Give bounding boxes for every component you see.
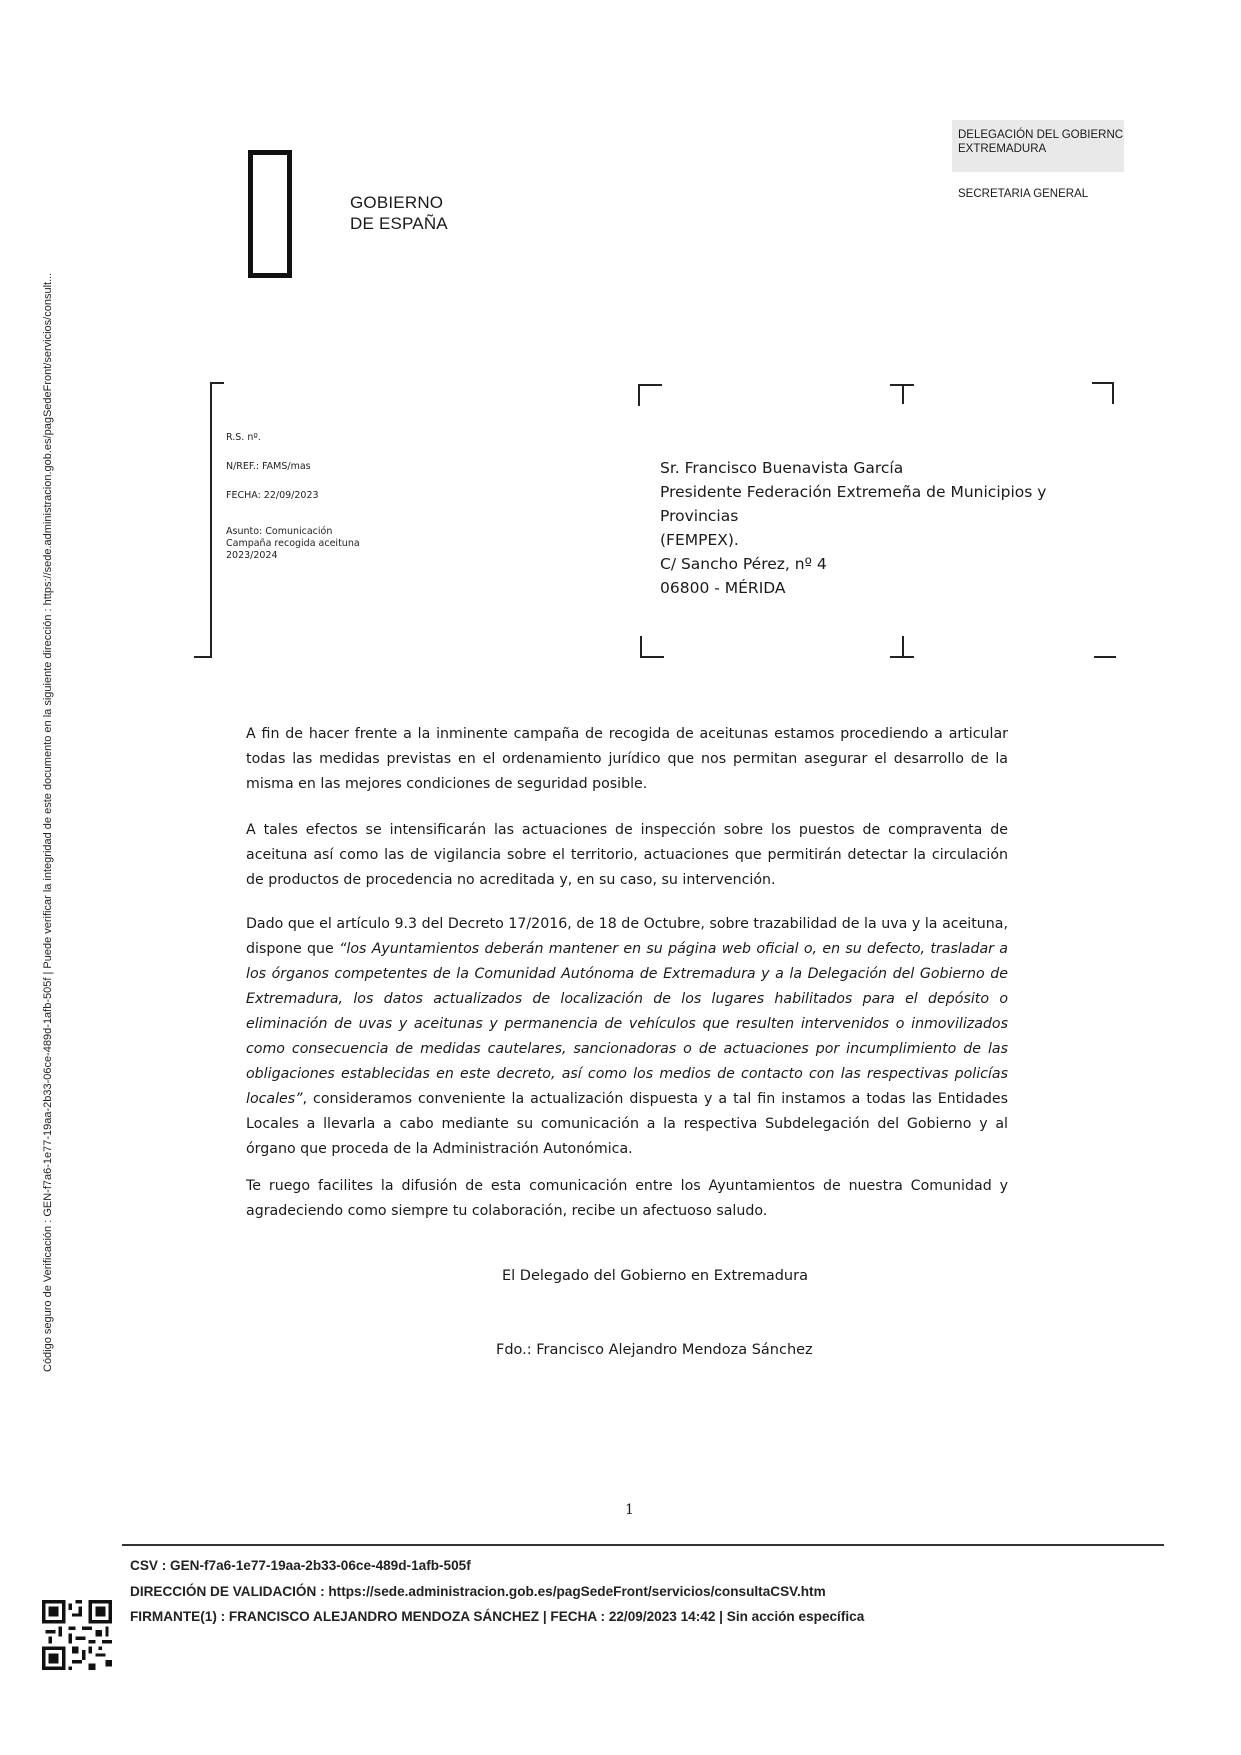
secretaria-general: SECRETARIA GENERAL <box>958 188 1089 200</box>
asunto-line-1: Asunto: Comunicación <box>226 526 333 537</box>
gov-line-2: DE ESPAÑA <box>350 214 448 233</box>
reference-bracket-bottom <box>194 656 212 658</box>
delegation-line-1: DELEGACIÓN DEL GOBIERNC <box>958 129 1124 141</box>
footer-firmante: FIRMANTE(1) : FRANCISCO ALEJANDRO MENDOZA SÁNCHEZ | FECHA : 22/09/2023 14:42 | Sin acción específica <box>130 1609 865 1624</box>
body-paragraph-4: Te ruego facilites la difusión de esta comunicación entre los Ayuntamientos de nuestra Comunidad y agradeciendo como siempre tu colaboración, recibe un afectuoso saludo. <box>246 1178 1008 1219</box>
recipient-line-3: Provincias <box>660 507 739 525</box>
delegation-line-2: EXTREMADURA <box>958 143 1047 155</box>
signature-title: El Delegado del Gobierno en Extremadura <box>502 1268 808 1284</box>
footer-divider <box>122 1544 1164 1546</box>
window-mark-top-center-v <box>902 384 904 404</box>
window-mark-bottom-center-h <box>890 656 914 658</box>
body-paragraph-1: A fin de hacer frente a la inminente campaña de recogida de aceitunas estamos procediendo a articular todas las medidas previstas en el ordenamiento jurídico que nos permitan asegurar el desarrollo de la misma en las mejores condiciones de seguridad posible. <box>246 726 1008 792</box>
window-mark-bottom-right <box>1094 656 1116 658</box>
government-name <box>350 192 448 234</box>
ref-nref: N/REF.: FAMS/mas <box>226 461 311 472</box>
recipient-line-2: Presidente Federación Extremeña de Municipios y <box>660 483 1047 501</box>
qr-code-icon <box>42 1600 112 1670</box>
p3-quote: “los Ayuntamientos deberán mantener en su página web oficial o, en su defecto, trasladar a los órganos competentes de la Comunidad Autónoma de Extremadura y a la Delegación del Gobierno de Extremadura, los datos actualizados de localización de los lugares habilitados para el depósito o eliminación de uvas y aceitunas y permanencia de vehículos que resulten intervenidos o inmovilizados como consecuencia de medidas cautelares, sancionadoras o de actuaciones por incumplimiento de las obligaciones establecidas en este decreto, así como los medios de contacto con las respectivas policías locales” <box>246 941 1008 1107</box>
ref-rs: R.S. nº. <box>226 432 261 443</box>
body-paragraph-2: A tales efectos se intensificarán las actuaciones de inspección sobre los puestos de compraventa de aceituna así como las de vigilancia sobre el territorio, actuaciones que permitirán detectar la circulación de productos de procedencia no acreditada y, en su caso, su intervención. <box>246 822 1008 888</box>
body-paragraph-3 <box>246 912 1008 1162</box>
asunto-line-2: Campaña recogida aceituna <box>226 538 360 549</box>
window-mark-top-right <box>1092 382 1114 404</box>
recipient-line-5: C/ Sancho Pérez, nº 4 <box>660 555 827 573</box>
signature-name: Fdo.: Francisco Alejandro Mendoza Sánchez <box>496 1342 813 1358</box>
ref-asunto <box>226 526 360 562</box>
asunto-line-3: 2023/2024 <box>226 550 278 561</box>
footer-direccion: DIRECCIÓN DE VALIDACIÓN : https://sede.administracion.gob.es/pagSedeFront/servicios/consultaCSV.htm <box>130 1584 826 1599</box>
window-mark-bottom-center-v <box>902 636 904 656</box>
delegation-box <box>952 120 1124 172</box>
footer-csv: CSV : GEN-f7a6-1e77-19aa-2b33-06ce-489d-1afb-505f <box>130 1558 471 1573</box>
window-mark-top-left <box>638 384 662 406</box>
recipient-line-6: 06800 - MÉRIDA <box>660 579 786 597</box>
reference-bracket-side <box>210 382 212 658</box>
ref-fecha: FECHA: 22/09/2023 <box>226 490 319 501</box>
government-logo <box>248 150 292 278</box>
p3-start: Dado que el artículo 9.3 del Decreto 17/2016, de 18 de Octubre, sobre trazabilidad de la uva y la aceituna, dispone que <box>246 916 1008 957</box>
gov-line-1: GOBIERNO <box>350 193 444 212</box>
recipient-address <box>660 456 1070 600</box>
p3-end: , consideramos conveniente la actualización dispuesta y a tal fin instamos a todas las Entidades Locales a llevarla a cabo mediante su comunicación a la respectiva Subdelegación del Gobierno y al órgano que proceda de la Administración Autonómica. <box>246 1091 1008 1157</box>
verification-side-text: Código seguro de Verificación : GEN-f7a6-1e77-19aa-2b33-06ce-489d-1afb-505f | Puede verificar la integridad de este documento en la siguiente dirección : https://sede.administracion.gob.es/pagSedeFront/servicios/consult... <box>42 272 54 1372</box>
window-mark-bottom-left <box>640 636 664 658</box>
recipient-line-4: (FEMPEX). <box>660 531 739 549</box>
recipient-line-1: Sr. Francisco Buenavista García <box>660 459 904 477</box>
reference-bracket-top <box>210 382 224 384</box>
page-number: 1 <box>625 1502 634 1518</box>
